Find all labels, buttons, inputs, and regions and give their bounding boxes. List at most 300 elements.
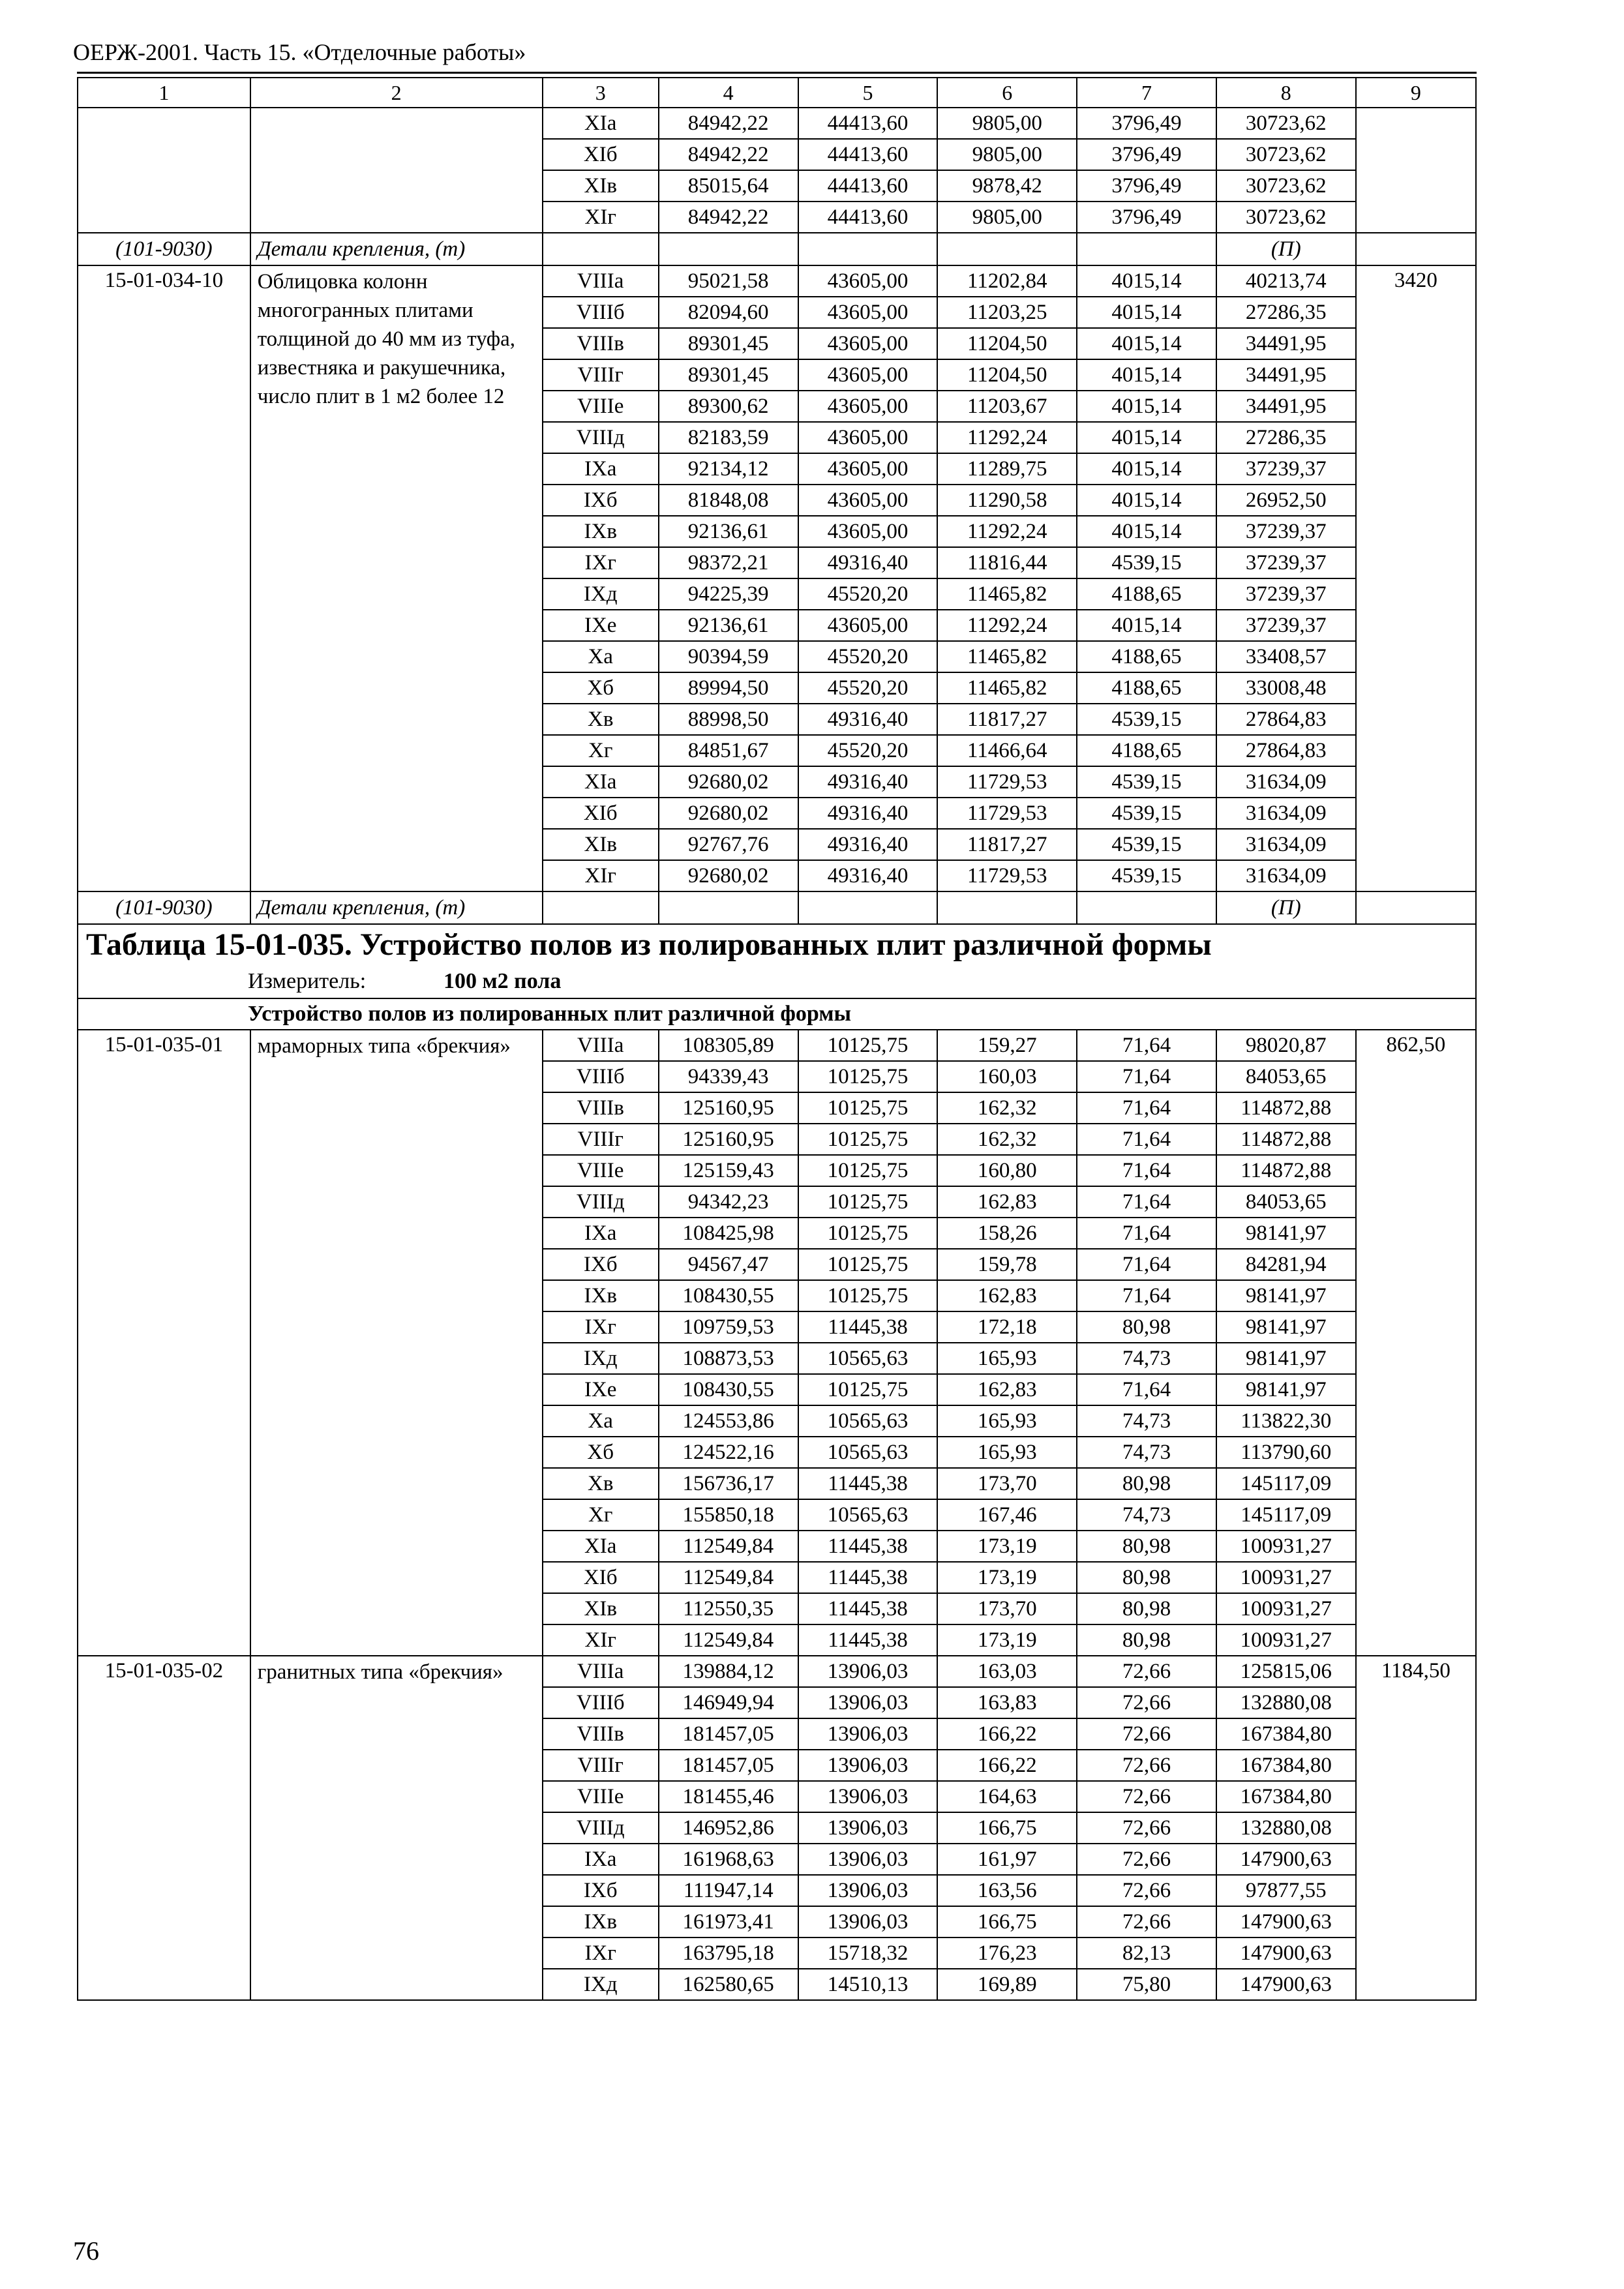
value-cell-v7: 4539,15 xyxy=(1077,798,1216,829)
value-cell-v8: 147900,63 xyxy=(1216,1969,1356,2000)
zone-cell: IXв xyxy=(543,1906,659,1937)
empty-cell xyxy=(1356,233,1476,265)
value-cell-v7: 72,66 xyxy=(1077,1812,1216,1844)
value-cell-v7: 71,64 xyxy=(1077,1092,1216,1124)
value-cell-v7: 72,66 xyxy=(1077,1875,1216,1906)
rates-table xyxy=(77,77,1477,2001)
page-header: ОЕРЖ-2001. Часть 15. «Отделочные работы» xyxy=(73,39,526,65)
value-cell-v6: 11292,24 xyxy=(937,516,1077,547)
value-cell-v8: 125815,06 xyxy=(1216,1656,1356,1687)
value-cell-v7: 80,98 xyxy=(1077,1311,1216,1343)
price-cell: 1184,50 xyxy=(1356,1656,1476,2000)
value-cell-v4: 89301,45 xyxy=(659,328,798,359)
value-cell-v8: 145117,09 xyxy=(1216,1499,1356,1531)
value-cell-v8: 100931,27 xyxy=(1216,1562,1356,1593)
value-cell-v4: 125160,95 xyxy=(659,1124,798,1155)
value-cell-v6: 11465,82 xyxy=(937,578,1077,610)
value-cell-v4: 92136,61 xyxy=(659,516,798,547)
value-cell-v8: 34491,95 xyxy=(1216,391,1356,422)
column-number-2: 2 xyxy=(250,78,543,108)
value-cell-v4: 84942,22 xyxy=(659,202,798,233)
value-cell-v6: 162,83 xyxy=(937,1374,1077,1405)
value-cell-v6: 162,83 xyxy=(937,1186,1077,1218)
rates-table-body xyxy=(78,78,1476,2000)
value-cell-v6: 11203,67 xyxy=(937,391,1077,422)
value-cell-v7: 80,98 xyxy=(1077,1531,1216,1562)
value-cell-v8: 27864,83 xyxy=(1216,704,1356,735)
value-cell-v5: 44413,60 xyxy=(798,202,938,233)
value-cell-v8: 113790,60 xyxy=(1216,1437,1356,1468)
value-cell-v4: 112550,35 xyxy=(659,1593,798,1624)
value-cell-v8: 132880,08 xyxy=(1216,1687,1356,1718)
value-cell-v4: 111947,14 xyxy=(659,1875,798,1906)
value-cell-v5: 43605,00 xyxy=(798,422,938,453)
zone-cell: VIIIг xyxy=(543,1750,659,1781)
value-cell-v5: 49316,40 xyxy=(798,860,938,891)
value-cell-v7: 71,64 xyxy=(1077,1124,1216,1155)
value-cell-v7: 72,66 xyxy=(1077,1844,1216,1875)
value-cell-v7: 72,66 xyxy=(1077,1718,1216,1750)
value-cell-v8: 34491,95 xyxy=(1216,328,1356,359)
value-cell-v4: 124522,16 xyxy=(659,1437,798,1468)
zone-cell: IXб xyxy=(543,1249,659,1280)
value-cell-v8: 147900,63 xyxy=(1216,1844,1356,1875)
value-cell-v8: 37239,37 xyxy=(1216,516,1356,547)
value-cell-v4: 146949,94 xyxy=(659,1687,798,1718)
section-title: Устройство полов из полированных плит различной формы xyxy=(78,998,1476,1030)
value-cell-v8: 27864,83 xyxy=(1216,735,1356,766)
value-cell-v7: 74,73 xyxy=(1077,1499,1216,1531)
value-cell-v4: 181457,05 xyxy=(659,1718,798,1750)
value-cell-v5: 49316,40 xyxy=(798,704,938,735)
value-cell-v7: 3796,49 xyxy=(1077,139,1216,170)
table-title-row xyxy=(78,924,1476,965)
value-cell-v6: 165,93 xyxy=(937,1437,1077,1468)
value-cell-v7: 4015,14 xyxy=(1077,297,1216,328)
value-cell-v6: 162,32 xyxy=(937,1124,1077,1155)
value-cell-v5: 13906,03 xyxy=(798,1812,938,1844)
price-cell: 862,50 xyxy=(1356,1030,1476,1656)
value-cell-v7: 80,98 xyxy=(1077,1593,1216,1624)
value-cell-v8: 30723,62 xyxy=(1216,108,1356,139)
value-cell-v5: 10125,75 xyxy=(798,1218,938,1249)
value-cell-v7: 4015,14 xyxy=(1077,359,1216,391)
value-cell-v4: 82094,60 xyxy=(659,297,798,328)
zone-cell: VIIIа xyxy=(543,1030,659,1061)
value-cell-v7: 4015,14 xyxy=(1077,391,1216,422)
value-cell-v8: 97877,55 xyxy=(1216,1875,1356,1906)
value-cell-v5: 44413,60 xyxy=(798,139,938,170)
zone-cell: IXв xyxy=(543,1280,659,1311)
zone-cell: XIв xyxy=(543,829,659,860)
zone-cell: VIIIа xyxy=(543,265,659,297)
fasteners-row xyxy=(78,891,1476,924)
value-cell-v6: 11292,24 xyxy=(937,422,1077,453)
value-cell-v5: 10125,75 xyxy=(798,1092,938,1124)
value-cell-v6: 163,03 xyxy=(937,1656,1077,1687)
empty-cell xyxy=(1356,891,1476,924)
value-cell-v7: 72,66 xyxy=(1077,1687,1216,1718)
value-cell-v4: 84942,22 xyxy=(659,139,798,170)
value-cell-v5: 13906,03 xyxy=(798,1656,938,1687)
value-cell-v7: 71,64 xyxy=(1077,1218,1216,1249)
value-cell-v6: 160,80 xyxy=(937,1155,1077,1186)
value-cell-v8: 33408,57 xyxy=(1216,641,1356,672)
page-number: 76 xyxy=(73,2236,99,2266)
value-cell-v8: 84281,94 xyxy=(1216,1249,1356,1280)
value-cell-v8: 98020,87 xyxy=(1216,1030,1356,1061)
value-cell-v4: 181457,05 xyxy=(659,1750,798,1781)
fastener-unit: (П) xyxy=(1216,233,1356,265)
value-cell-v7: 72,66 xyxy=(1077,1906,1216,1937)
value-cell-v8: 34491,95 xyxy=(1216,359,1356,391)
value-cell-v7: 74,73 xyxy=(1077,1343,1216,1374)
zone-cell: VIIIд xyxy=(543,422,659,453)
value-cell-v5: 45520,20 xyxy=(798,641,938,672)
zone-cell: IXг xyxy=(543,1311,659,1343)
zone-cell: IXб xyxy=(543,485,659,516)
value-cell-v6: 11729,53 xyxy=(937,766,1077,798)
value-cell-v6: 11289,75 xyxy=(937,453,1077,485)
value-cell-v4: 88998,50 xyxy=(659,704,798,735)
value-cell-v4: 108430,55 xyxy=(659,1374,798,1405)
value-cell-v7: 4539,15 xyxy=(1077,766,1216,798)
value-cell-v6: 159,27 xyxy=(937,1030,1077,1061)
zone-cell: IXа xyxy=(543,1218,659,1249)
rate-description: Облицовка колонн многогранных плитами толщиной до 40 мм из туфа, известняка и ракушечника, число плит в 1 м2 более 12 xyxy=(250,265,543,891)
value-cell-v6: 11465,82 xyxy=(937,641,1077,672)
value-cell-v4: 89994,50 xyxy=(659,672,798,704)
zone-cell: IXе xyxy=(543,610,659,641)
value-cell-v7: 3796,49 xyxy=(1077,108,1216,139)
zone-cell: XIа xyxy=(543,766,659,798)
value-cell-v4: 94339,43 xyxy=(659,1061,798,1092)
value-cell-v4: 92680,02 xyxy=(659,798,798,829)
zone-cell: VIIIд xyxy=(543,1812,659,1844)
value-cell-v8: 84053,65 xyxy=(1216,1186,1356,1218)
zone-cell: XIг xyxy=(543,1624,659,1656)
value-cell-v8: 114872,88 xyxy=(1216,1092,1356,1124)
column-number-row xyxy=(78,78,1476,108)
table-title: Таблица 15-01-035. Устройство полов из полированных плит различной формы xyxy=(78,924,1476,965)
rate-description xyxy=(250,108,543,233)
value-cell-v6: 11816,44 xyxy=(937,547,1077,578)
value-cell-v7: 4539,15 xyxy=(1077,704,1216,735)
value-cell-v4: 81848,08 xyxy=(659,485,798,516)
value-cell-v8: 145117,09 xyxy=(1216,1468,1356,1499)
value-cell-v7: 71,64 xyxy=(1077,1280,1216,1311)
value-cell-v4: 155850,18 xyxy=(659,1499,798,1531)
value-cell-v7: 4015,14 xyxy=(1077,516,1216,547)
value-cell-v6: 173,70 xyxy=(937,1593,1077,1624)
value-cell-v6: 11292,24 xyxy=(937,610,1077,641)
rate-description: гранитных типа «брекчия» xyxy=(250,1656,543,2000)
value-cell-v7: 4188,65 xyxy=(1077,641,1216,672)
zone-cell: VIIIе xyxy=(543,391,659,422)
value-cell-v4: 108873,53 xyxy=(659,1343,798,1374)
column-number-3: 3 xyxy=(543,78,659,108)
value-cell-v8: 98141,97 xyxy=(1216,1311,1356,1343)
zone-cell: IXв xyxy=(543,516,659,547)
value-cell-v6: 162,32 xyxy=(937,1092,1077,1124)
measure-label: Измеритель: xyxy=(248,969,367,993)
value-cell-v5: 43605,00 xyxy=(798,265,938,297)
value-cell-v7: 75,80 xyxy=(1077,1969,1216,2000)
value-cell-v4: 90394,59 xyxy=(659,641,798,672)
value-cell-v7: 4539,15 xyxy=(1077,829,1216,860)
value-cell-v8: 31634,09 xyxy=(1216,860,1356,891)
value-cell-v5: 14510,13 xyxy=(798,1969,938,2000)
value-cell-v8: 98141,97 xyxy=(1216,1218,1356,1249)
column-number-8: 8 xyxy=(1216,78,1356,108)
value-cell-v7: 3796,49 xyxy=(1077,202,1216,233)
value-cell-v4: 108430,55 xyxy=(659,1280,798,1311)
value-cell-v4: 94567,47 xyxy=(659,1249,798,1280)
empty-cell xyxy=(798,891,938,924)
zone-cell: XIг xyxy=(543,860,659,891)
empty-cell xyxy=(543,233,659,265)
empty-cell xyxy=(659,891,798,924)
value-cell-v7: 4539,15 xyxy=(1077,547,1216,578)
value-cell-v4: 112549,84 xyxy=(659,1624,798,1656)
value-cell-v8: 37239,37 xyxy=(1216,547,1356,578)
value-cell-v5: 13906,03 xyxy=(798,1906,938,1937)
value-cell-v5: 45520,20 xyxy=(798,578,938,610)
value-cell-v5: 43605,00 xyxy=(798,359,938,391)
value-cell-v6: 166,75 xyxy=(937,1906,1077,1937)
value-cell-v4: 156736,17 xyxy=(659,1468,798,1499)
value-cell-v6: 158,26 xyxy=(937,1218,1077,1249)
value-cell-v5: 10125,75 xyxy=(798,1249,938,1280)
value-cell-v5: 10125,75 xyxy=(798,1280,938,1311)
value-cell-v4: 124553,86 xyxy=(659,1405,798,1437)
value-cell-v7: 71,64 xyxy=(1077,1186,1216,1218)
value-cell-v5: 10125,75 xyxy=(798,1186,938,1218)
value-cell-v6: 163,83 xyxy=(937,1687,1077,1718)
value-cell-v8: 33008,48 xyxy=(1216,672,1356,704)
column-number-4: 4 xyxy=(659,78,798,108)
value-cell-v6: 165,93 xyxy=(937,1343,1077,1374)
value-cell-v4: 89301,45 xyxy=(659,359,798,391)
header-rule xyxy=(77,72,1477,74)
value-cell-v7: 4188,65 xyxy=(1077,672,1216,704)
value-cell-v6: 11729,53 xyxy=(937,860,1077,891)
value-cell-v6: 165,93 xyxy=(937,1405,1077,1437)
zone-cell: VIIIа xyxy=(543,1656,659,1687)
value-cell-v4: 85015,64 xyxy=(659,170,798,202)
value-cell-v8: 37239,37 xyxy=(1216,610,1356,641)
value-cell-v4: 109759,53 xyxy=(659,1311,798,1343)
value-cell-v5: 10125,75 xyxy=(798,1374,938,1405)
rate-code: 15-01-035-01 xyxy=(78,1030,250,1656)
value-cell-v5: 43605,00 xyxy=(798,516,938,547)
section-title-row xyxy=(78,998,1476,1030)
value-cell-v6: 11817,27 xyxy=(937,829,1077,860)
zone-cell: XIв xyxy=(543,1593,659,1624)
value-cell-v7: 4015,14 xyxy=(1077,453,1216,485)
value-cell-v5: 43605,00 xyxy=(798,485,938,516)
value-cell-v6: 172,18 xyxy=(937,1311,1077,1343)
value-cell-v5: 11445,38 xyxy=(798,1468,938,1499)
value-cell-v8: 167384,80 xyxy=(1216,1781,1356,1812)
empty-cell xyxy=(937,233,1077,265)
zone-cell: Xв xyxy=(543,1468,659,1499)
value-cell-v6: 176,23 xyxy=(937,1937,1077,1969)
fastener-code: (101-9030) xyxy=(78,233,250,265)
value-cell-v5: 10125,75 xyxy=(798,1061,938,1092)
value-cell-v4: 89300,62 xyxy=(659,391,798,422)
zone-cell: IXа xyxy=(543,453,659,485)
value-cell-v5: 10565,63 xyxy=(798,1405,938,1437)
zone-cell: IXд xyxy=(543,1969,659,2000)
value-cell-v6: 166,22 xyxy=(937,1718,1077,1750)
zone-cell: IXа xyxy=(543,1844,659,1875)
zone-cell: IXд xyxy=(543,1343,659,1374)
zone-cell: IXд xyxy=(543,578,659,610)
empty-cell xyxy=(659,233,798,265)
zone-cell: XIб xyxy=(543,1562,659,1593)
zone-cell: XIа xyxy=(543,1531,659,1562)
value-cell-v6: 11465,82 xyxy=(937,672,1077,704)
value-cell-v7: 72,66 xyxy=(1077,1781,1216,1812)
column-number-6: 6 xyxy=(937,78,1077,108)
value-cell-v6: 173,19 xyxy=(937,1624,1077,1656)
table-row xyxy=(78,108,1476,139)
value-cell-v8: 31634,09 xyxy=(1216,798,1356,829)
fasteners-row xyxy=(78,233,1476,265)
value-cell-v7: 74,73 xyxy=(1077,1437,1216,1468)
zone-cell: VIIIб xyxy=(543,1061,659,1092)
table-row xyxy=(78,1030,1476,1061)
value-cell-v7: 71,64 xyxy=(1077,1249,1216,1280)
fastener-desc: Детали крепления, (т) xyxy=(250,891,543,924)
value-cell-v7: 4539,15 xyxy=(1077,860,1216,891)
value-cell-v6: 9805,00 xyxy=(937,108,1077,139)
value-cell-v7: 71,64 xyxy=(1077,1061,1216,1092)
value-cell-v5: 10125,75 xyxy=(798,1030,938,1061)
value-cell-v5: 44413,60 xyxy=(798,108,938,139)
value-cell-v6: 11290,58 xyxy=(937,485,1077,516)
zone-cell: IXб xyxy=(543,1875,659,1906)
column-number-1: 1 xyxy=(78,78,250,108)
value-cell-v6: 11817,27 xyxy=(937,704,1077,735)
value-cell-v5: 13906,03 xyxy=(798,1875,938,1906)
value-cell-v5: 43605,00 xyxy=(798,391,938,422)
value-cell-v4: 108305,89 xyxy=(659,1030,798,1061)
empty-cell xyxy=(1077,233,1216,265)
value-cell-v8: 100931,27 xyxy=(1216,1593,1356,1624)
zone-cell: XIб xyxy=(543,798,659,829)
value-cell-v5: 43605,00 xyxy=(798,610,938,641)
value-cell-v4: 181455,46 xyxy=(659,1781,798,1812)
value-cell-v4: 92680,02 xyxy=(659,766,798,798)
value-cell-v7: 80,98 xyxy=(1077,1624,1216,1656)
value-cell-v7: 80,98 xyxy=(1077,1562,1216,1593)
value-cell-v5: 49316,40 xyxy=(798,798,938,829)
value-cell-v6: 160,03 xyxy=(937,1061,1077,1092)
value-cell-v5: 11445,38 xyxy=(798,1624,938,1656)
value-cell-v6: 11204,50 xyxy=(937,359,1077,391)
value-cell-v6: 11202,84 xyxy=(937,265,1077,297)
value-cell-v5: 49316,40 xyxy=(798,547,938,578)
value-cell-v4: 82183,59 xyxy=(659,422,798,453)
value-cell-v6: 163,56 xyxy=(937,1875,1077,1906)
value-cell-v7: 4015,14 xyxy=(1077,610,1216,641)
value-cell-v7: 80,98 xyxy=(1077,1468,1216,1499)
zone-cell: Xа xyxy=(543,1405,659,1437)
value-cell-v8: 114872,88 xyxy=(1216,1155,1356,1186)
zone-cell: XIв xyxy=(543,170,659,202)
value-cell-v6: 162,83 xyxy=(937,1280,1077,1311)
value-cell-v8: 30723,62 xyxy=(1216,170,1356,202)
value-cell-v5: 10565,63 xyxy=(798,1437,938,1468)
value-cell-v5: 11445,38 xyxy=(798,1531,938,1562)
value-cell-v5: 13906,03 xyxy=(798,1750,938,1781)
value-cell-v7: 3796,49 xyxy=(1077,170,1216,202)
zone-cell: Xг xyxy=(543,1499,659,1531)
value-cell-v6: 11729,53 xyxy=(937,798,1077,829)
zone-cell: Xг xyxy=(543,735,659,766)
value-cell-v6: 11204,50 xyxy=(937,328,1077,359)
value-cell-v5: 11445,38 xyxy=(798,1593,938,1624)
zone-cell: Xб xyxy=(543,672,659,704)
value-cell-v5: 10565,63 xyxy=(798,1499,938,1531)
price-cell xyxy=(1356,108,1476,233)
value-cell-v4: 92134,12 xyxy=(659,453,798,485)
value-cell-v7: 71,64 xyxy=(1077,1030,1216,1061)
value-cell-v8: 37239,37 xyxy=(1216,453,1356,485)
value-cell-v8: 167384,80 xyxy=(1216,1750,1356,1781)
zone-cell: IXе xyxy=(543,1374,659,1405)
value-cell-v7: 74,73 xyxy=(1077,1405,1216,1437)
value-cell-v6: 166,75 xyxy=(937,1812,1077,1844)
value-cell-v8: 167384,80 xyxy=(1216,1718,1356,1750)
empty-cell xyxy=(798,233,938,265)
value-cell-v8: 30723,62 xyxy=(1216,139,1356,170)
zone-cell: Xб xyxy=(543,1437,659,1468)
value-cell-v6: 173,70 xyxy=(937,1468,1077,1499)
value-cell-v5: 49316,40 xyxy=(798,766,938,798)
value-cell-v6: 11203,25 xyxy=(937,297,1077,328)
column-number-9: 9 xyxy=(1356,78,1476,108)
value-cell-v7: 4015,14 xyxy=(1077,485,1216,516)
rate-code xyxy=(78,108,250,233)
value-cell-v8: 100931,27 xyxy=(1216,1624,1356,1656)
value-cell-v8: 147900,63 xyxy=(1216,1937,1356,1969)
value-cell-v6: 164,63 xyxy=(937,1781,1077,1812)
value-cell-v8: 114872,88 xyxy=(1216,1124,1356,1155)
value-cell-v8: 98141,97 xyxy=(1216,1280,1356,1311)
zone-cell: VIIIв xyxy=(543,1718,659,1750)
empty-cell xyxy=(543,891,659,924)
value-cell-v5: 13906,03 xyxy=(798,1844,938,1875)
value-cell-v4: 98372,21 xyxy=(659,547,798,578)
value-cell-v8: 27286,35 xyxy=(1216,297,1356,328)
value-cell-v4: 161968,63 xyxy=(659,1844,798,1875)
measure-row xyxy=(78,965,1476,998)
value-cell-v6: 166,22 xyxy=(937,1750,1077,1781)
empty-cell xyxy=(1077,891,1216,924)
rate-description: мраморных типа «брекчия» xyxy=(250,1030,543,1656)
measure-value: 100 м2 пола xyxy=(444,969,562,993)
value-cell-v7: 71,64 xyxy=(1077,1155,1216,1186)
zone-cell: VIIIг xyxy=(543,1124,659,1155)
value-cell-v8: 147900,63 xyxy=(1216,1906,1356,1937)
value-cell-v4: 92680,02 xyxy=(659,860,798,891)
value-cell-v7: 4188,65 xyxy=(1077,578,1216,610)
value-cell-v4: 112549,84 xyxy=(659,1562,798,1593)
value-cell-v5: 10125,75 xyxy=(798,1124,938,1155)
